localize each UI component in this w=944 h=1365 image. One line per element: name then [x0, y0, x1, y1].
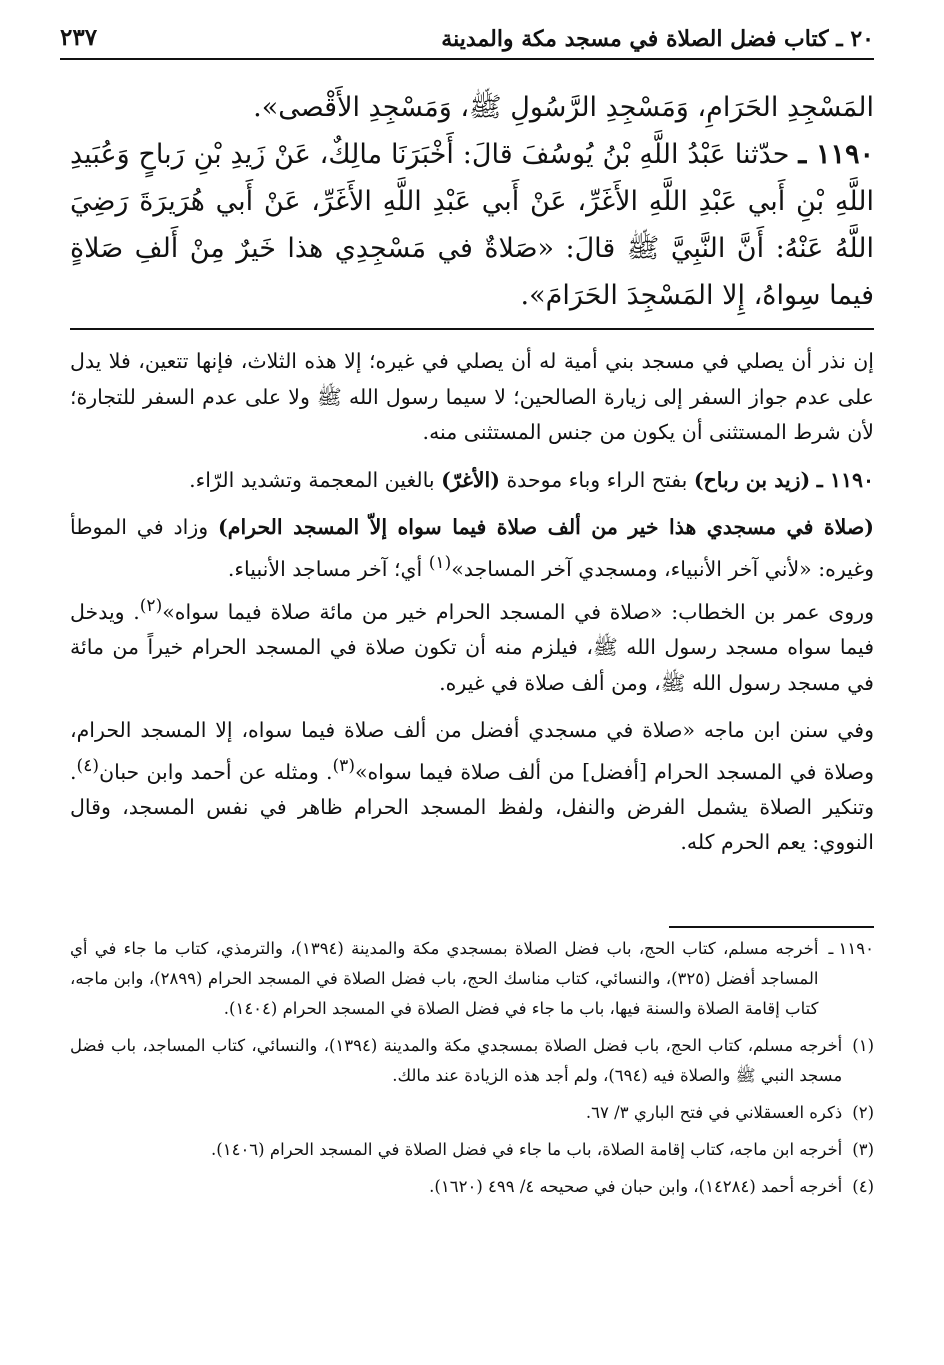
commentary-divider — [70, 328, 874, 330]
commentary-number: ١١٩٠ ـ — [816, 467, 874, 492]
footnote-ref: (١) — [428, 552, 452, 573]
footnote-text: أخرجه مسلم، كتاب الحج، باب فضل الصلاة بمسجدي مكة والمدينة (١٣٩٤)، والنسائي، كتاب المساجد، باب فضل مسجد النبي ﷺ والصلاة فيه (٦٩٤)، ولم أجد هذه الزيادة عند مالك. — [70, 1036, 843, 1085]
footnote-text: أخرجه ابن ماجه، كتاب إقامة الصلاة، باب ما جاء في فضل الصلاة في المسجد الحرام (١٤٠٦). — [211, 1140, 843, 1159]
footnote-label: (٢) — [852, 1103, 874, 1122]
hadith-body: حدّثنا عَبْدُ اللَّهِ بْنُ يُوسُفَ قالَ: أَخْبَرَنَا مالِكٌ، عَنْ زَيدِ بْنِ رَباحٍ وَعُبَيدِ اللَّهِ بْنِ أَبي عَبْدِ اللَّهِ الأَغَرِّ، عَنْ أَبي عَبْدِ اللَّهِ الأَغَرِّ، عَنْ أَبي هُرَيرَةَ رَضِيَ اللَّهُ عَنْهُ: أَنَّ النَّبِيَّ ﷺ قالَ: «صَلاةٌ في مَسْجِدِي هذا خَيرٌ مِنْ أَلفِ صَلاةٍ فيما سِواهُ، إِلا المَسْجِدَ الحَرَامَ». — [70, 139, 874, 311]
footnote-text: ذكره العسقلاني في فتح الباري ٣/ ٦٧. — [585, 1103, 843, 1122]
commentary-text: . وتنكير الصلاة يشمل الفرض والنفل، ولفظ المسجد الحرام ظاهر في نفس المسجد، وقال النووي: يعم الحرم كله. — [70, 759, 874, 855]
commentary-paragraph — [70, 510, 874, 587]
hadith-1190 — [70, 131, 874, 319]
footnote-item — [70, 1031, 874, 1091]
footnote-text: أخرجه مسلم، كتاب الحج، باب فضل الصلاة بمسجدي مكة والمدينة (١٣٩٤)، والترمذي، كتاب ما جاء في أي المساجد أفضل (٣٢٥)، والنسائي، كتاب مناسك الحج، باب فضل الصلاة في المسجد الحرام (٢٨٩٩)، وابن ماجه، كتاب إقامة الصلاة والسنة فيها، باب ما جاء في فضل الصلاة في المسجد الحرام (١٤٠٤). — [70, 939, 819, 1018]
commentary-text: بالغين المعجمة وتشديد الرّاء. — [189, 467, 442, 492]
commentary-text: بفتح الراء وباء موحدة — [499, 467, 694, 492]
footnote-ref: (٣) — [332, 755, 356, 776]
commentary-quote: (زيد بن رباح) — [693, 467, 811, 492]
footnote-label: (١) — [852, 1036, 874, 1055]
chapter-title: ٢٠ ـ كتاب فضل الصلاة في مسجد مكة والمدينة — [441, 26, 874, 52]
commentary-text: وروى عمر بن الخطاب: «صلاة في المسجد الحرام خير من مائة صلاة فيما سواه» — [162, 599, 874, 624]
footnote-item — [70, 1172, 874, 1202]
commentary-text: وزاد في الموطأ وغيره: «لأني آخر الأنبياء، ومسجدي آخر المساجد» — [70, 515, 874, 581]
commentary-paragraph — [70, 463, 874, 499]
footnote-text: أخرجه أحمد (١٤٢٨٤)، وابن حبان في صحيحه ٤/ ٤٩٩ (١٦٢٠). — [429, 1177, 843, 1196]
footnote-item — [70, 1135, 874, 1165]
commentary-block — [70, 344, 874, 873]
commentary-paragraph: إن نذر أن يصلي في مسجد بني أمية له أن يصلي في غيره؛ إلا هذه الثلاث، فإنها تتعين، فلا يدل على عدم جواز السفر إلى زيارة الصالحين؛ لا سيما رسول الله ﷺ ولا على عدم السفر للتجارة؛ لأن شرط المستثنى أن يكون من جنس المستثنى منه. — [70, 349, 874, 444]
footnote-label: (٣) — [852, 1140, 874, 1159]
commentary-text: أي؛ آخر مساجد الأنبياء. — [227, 556, 429, 581]
commentary-quote: (الأغرّ) — [441, 467, 500, 492]
footnote-item — [70, 1098, 874, 1128]
footnotes-divider — [669, 926, 874, 928]
footnote-item — [70, 934, 874, 1024]
commentary-text: . ومثله عن أحمد وابن حبان — [99, 759, 333, 784]
commentary-text: . ويدخل فيما سواه مسجد رسول الله ﷺ، فيلزم منه أن تكون صلاة في المسجد الحرام خيراً من مائة في مسجد رسول الله ﷺ، ومن ألف صلاة في غيره. — [70, 599, 874, 695]
page-number: ٢٣٧ — [60, 24, 98, 51]
footnote-ref: (٢) — [139, 595, 163, 616]
hadith-text-block — [70, 84, 874, 319]
commentary-quote: (صلاة في مسجدي هذا خير من ألف صلاة فيما سواه إلاّ المسجد الحرام) — [218, 515, 874, 539]
page-header — [60, 24, 874, 60]
hadith-continuation-line: المَسْجِدِ الحَرَامِ، وَمَسْجِدِ الرَّسُولِ ﷺ، وَمَسْجِدِ الأَقْصى». — [253, 92, 874, 123]
footnote-ref: (٤) — [76, 755, 100, 776]
footnotes-block — [70, 934, 874, 1209]
footnote-label: (٤) — [852, 1177, 874, 1196]
commentary-paragraph — [70, 589, 874, 701]
hadith-number: ١١٩٠ ـ — [798, 139, 874, 170]
commentary-text: وفي سنن ابن ماجه «صلاة في مسجدي أفضل من ألف صلاة فيما سواه، إلا المسجد الحرام، وصلاة في المسجد الحرام [أفضل] من ألف صلاة فيما سواه» — [70, 718, 874, 784]
footnote-label: ١١٩٠ ـ — [828, 939, 874, 958]
commentary-paragraph — [70, 713, 874, 861]
